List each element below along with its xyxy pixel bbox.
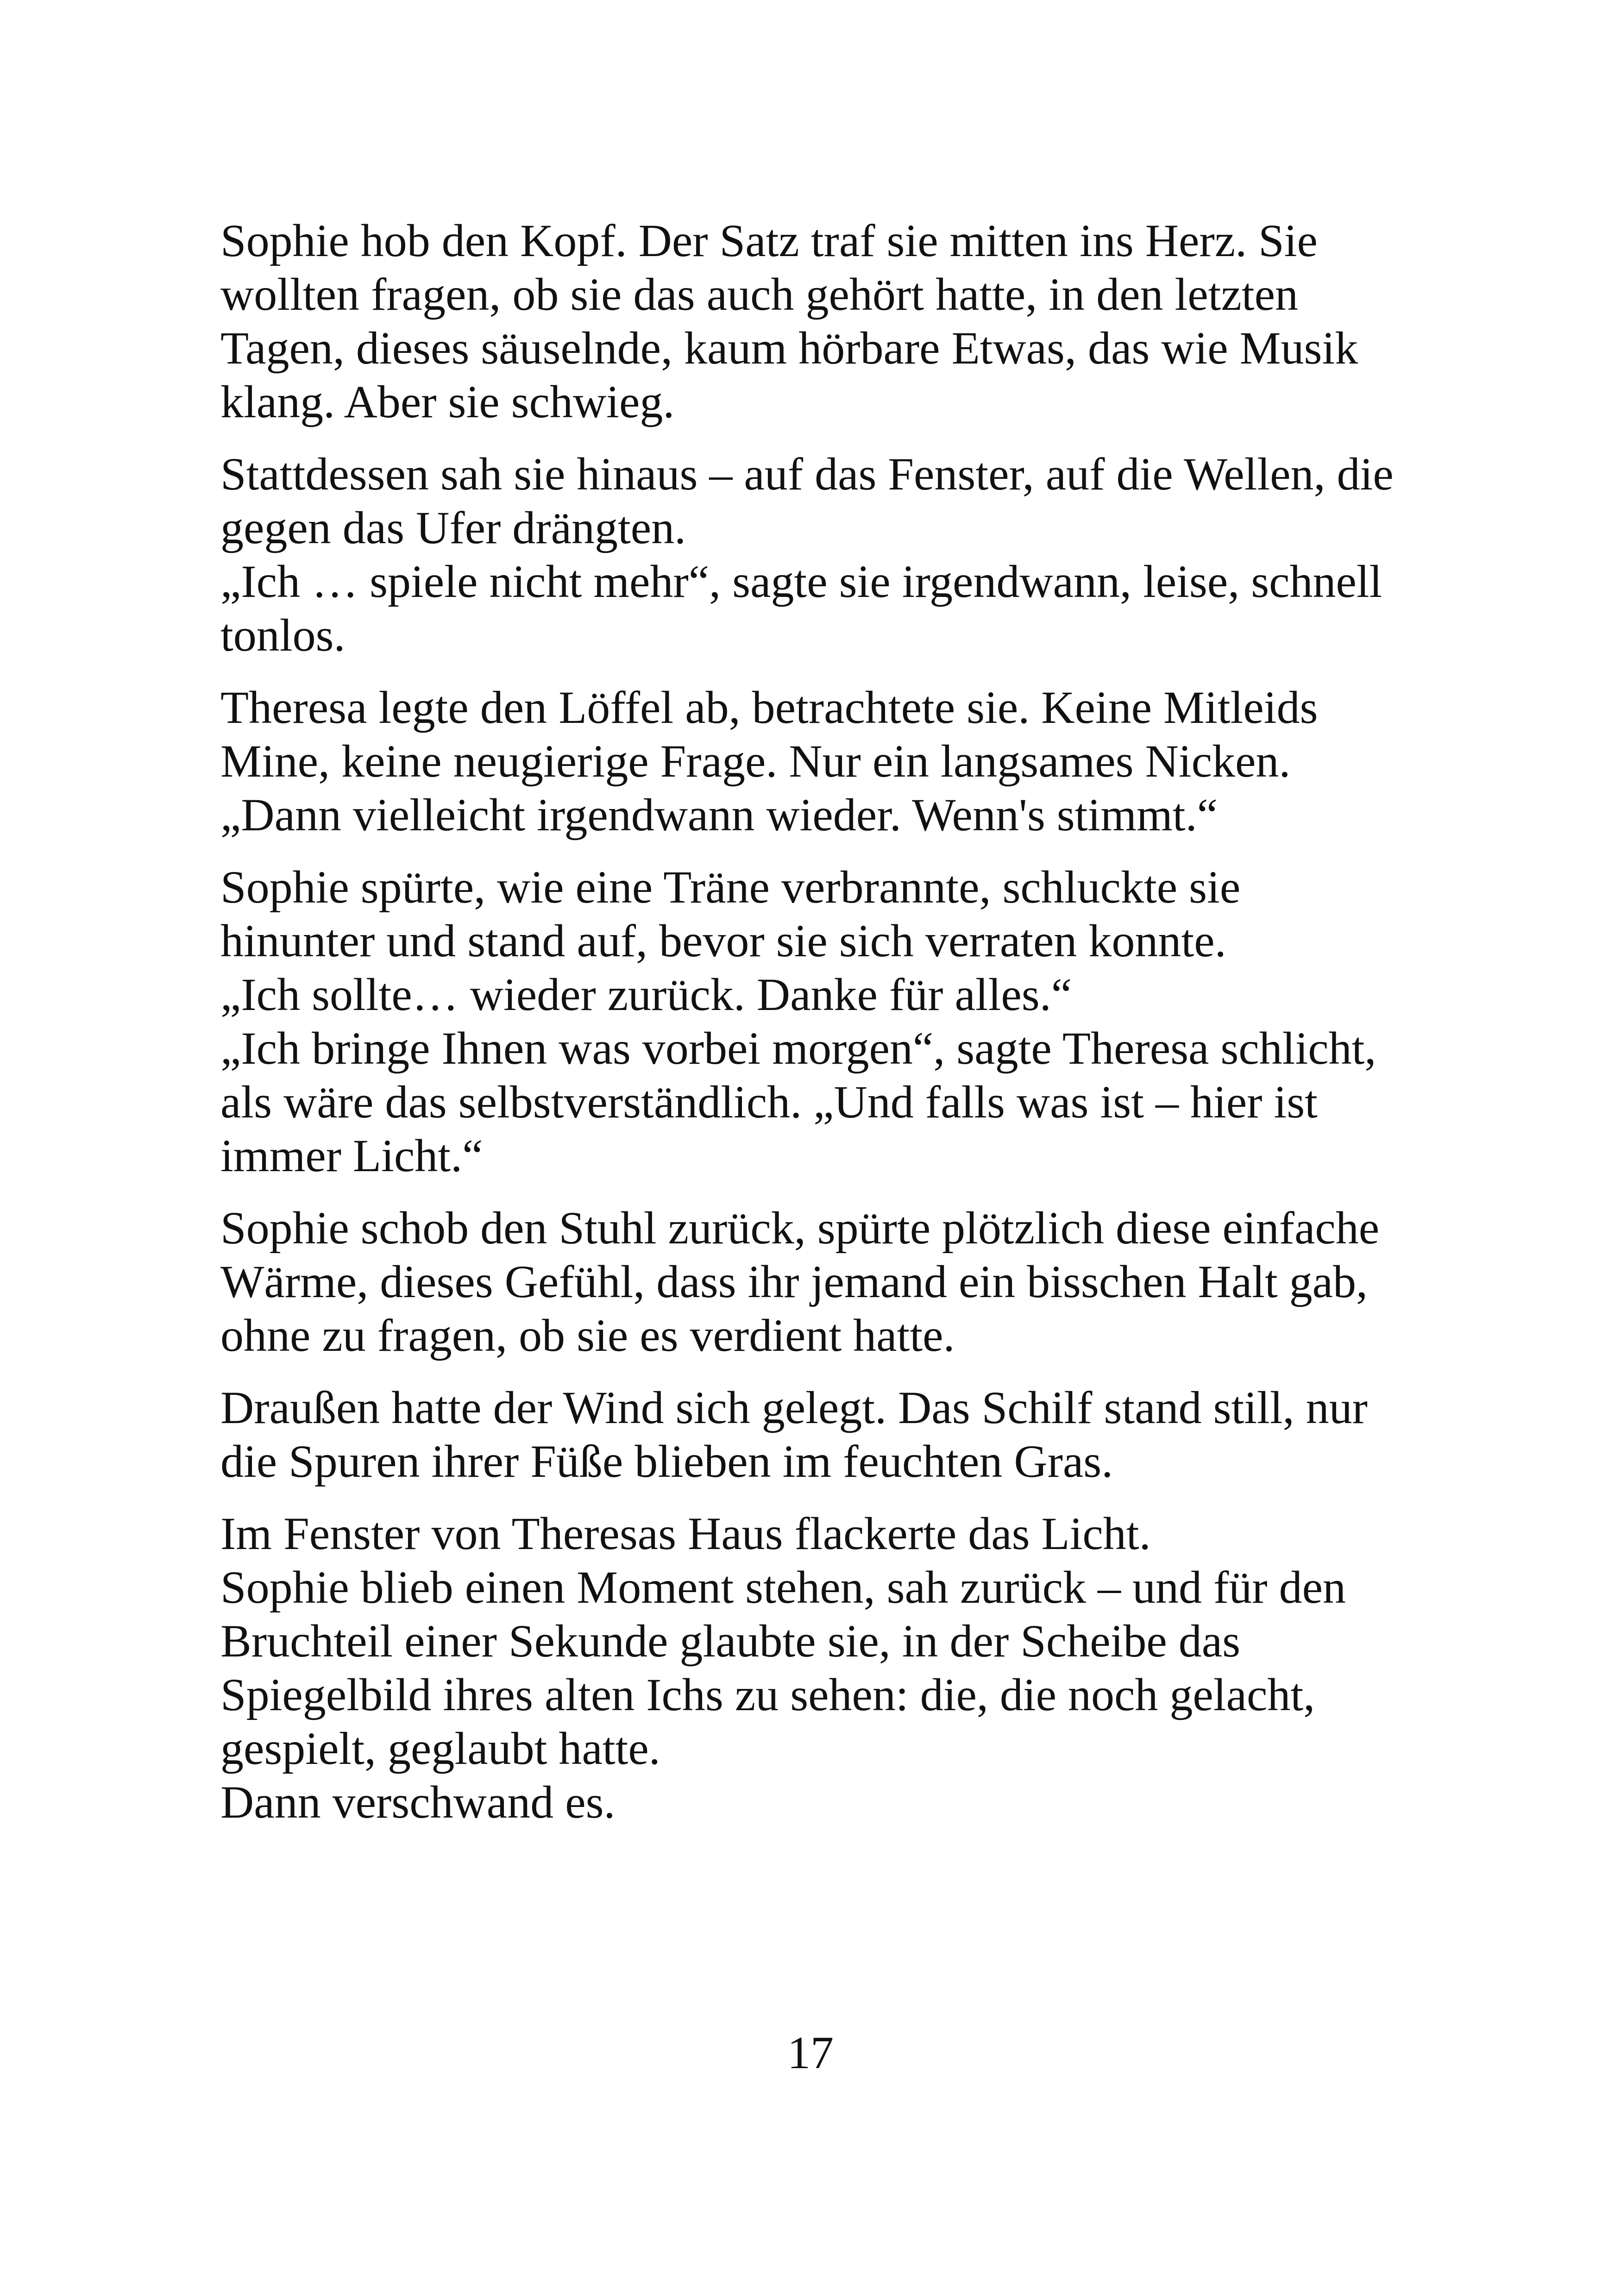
paragraph [220,447,1443,662]
text-line: „Ich bringe Ihnen was vorbei morgen“, sagte Theresa schlicht, [220,1023,1376,1074]
text-line: Theresa legte den Löffel ab, betrachtete sie. Keine Mitleids [220,682,1318,733]
text-line: Sophie hob den Kopf. Der Satz traf sie mitten ins Herz. Sie [220,215,1318,266]
text-line: Tagen, dieses säuselnde, kaum hörbare Etwas, das wie Musik [220,322,1358,374]
text-line: immer Licht.“ [220,1130,483,1181]
text-line: Bruchteil einer Sekunde glaubte sie, in der Scheibe das [220,1615,1241,1667]
text-line: tonlos. [220,609,346,661]
text-line: ohne zu fragen, ob sie es verdient hatte. [220,1310,955,1361]
page-number: 17 [787,2027,834,2078]
text-line: „Ich … spiele nicht mehr“, sagte sie irgendwann, leise, schnell [220,556,1382,607]
text-line: „Ich sollte… wieder zurück. Danke für alles.“ [220,969,1072,1020]
text-line: Im Fenster von Theresas Haus flackerte das Licht. [220,1508,1151,1559]
text-line: Draußen hatte der Wind sich gelegt. Das Schilf stand still, nur [220,1382,1368,1433]
text-line: gegen das Ufer drängten. [220,502,686,553]
text-line: gespielt, geglaubt hatte. [220,1723,660,1774]
text-line: Dann verschwand es. [220,1776,616,1828]
paragraph [220,1507,1443,1829]
text-line: wollten fragen, ob sie das auch gehört hatte, in den letzten [220,269,1298,320]
text-line: als wäre das selbstverständlich. „Und falls was ist – hier ist [220,1076,1318,1128]
paragraph [220,681,1443,842]
text-line: Sophie spürte, wie eine Träne verbrannte, schluckte sie [220,861,1241,913]
text-line: die Spuren ihrer Füße blieben im feuchten Gras. [220,1436,1113,1487]
text-line: klang. Aber sie schwieg. [220,376,675,427]
text-line: Stattdessen sah sie hinaus – auf das Fenster, auf die Wellen, die [220,448,1394,500]
paragraph [220,1381,1443,1488]
text-line: hinunter und stand auf, bevor sie sich verraten konnte. [220,915,1226,966]
text-line: Sophie blieb einen Moment stehen, sah zurück – und für den [220,1562,1346,1613]
text-line: Wärme, dieses Gefühl, dass ihr jemand ein bisschen Halt gab, [220,1256,1368,1307]
text-line: Spiegelbild ihres alten Ichs zu sehen: die, die noch gelacht, [220,1669,1315,1720]
paragraph [220,214,1443,429]
paragraph [220,860,1443,1183]
body-text [220,214,1443,1848]
text-line: Sophie schob den Stuhl zurück, spürte plötzlich diese einfache [220,1202,1380,1254]
text-line: Mine, keine neugierige Frage. Nur ein langsames Nicken. [220,735,1291,787]
text-line: „Dann vielleicht irgendwann wieder. Wenn's stimmt.“ [220,789,1218,841]
paragraph [220,1201,1443,1362]
